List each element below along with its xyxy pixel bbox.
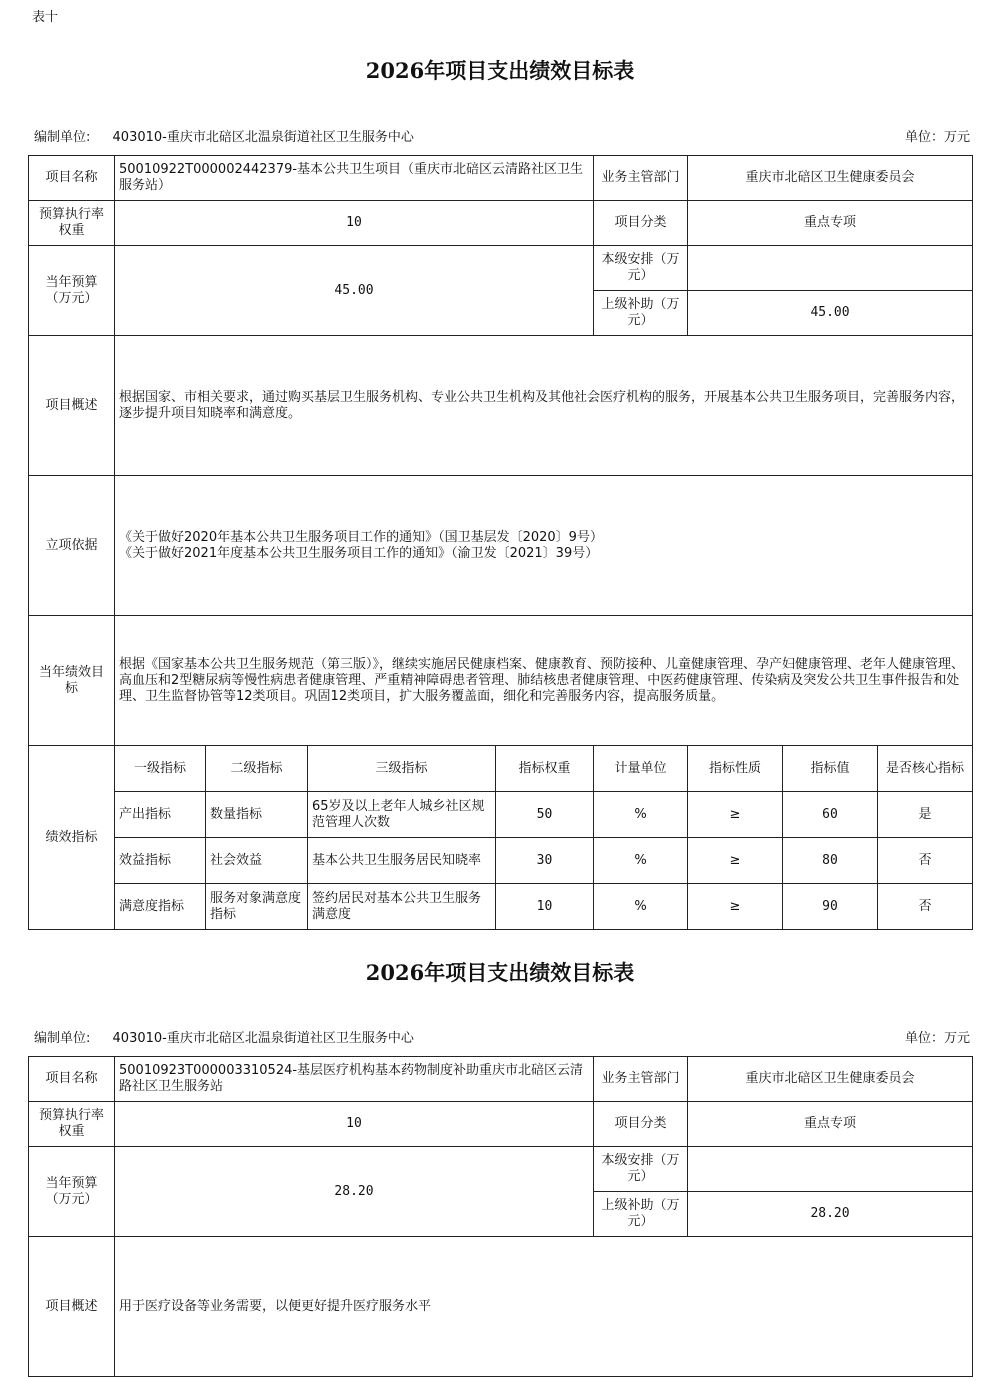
section-1-org	[34, 126, 414, 145]
indicator-cell: 是	[878, 792, 973, 838]
indicator-cell: 否	[878, 884, 973, 930]
overview-label: 项目概述	[29, 1237, 115, 1377]
budget-label: 当年预算（万元）	[29, 246, 115, 336]
basis-line-2: 《关于做好2021年度基本公共卫生服务项目工作的通知》（渝卫发〔2021〕39号）	[119, 545, 599, 561]
dept-value: 重庆市北碚区卫生健康委员会	[688, 156, 973, 201]
section-2-title: 2026年项目支出绩效目标表	[365, 960, 635, 985]
table-row	[29, 884, 973, 930]
goal-value: 根据《国家基本公共卫生服务规范（第三版）》，继续实施居民健康档案、健康教育、预防接种、儿童健康管理、孕产妇健康管理、老年人健康管理、高血压和2型糖尿病等慢性病患者健康管理、严重精神障碍患者管理、肺结核患者健康管理、中医药健康管理、传染病及突发公共卫生事件报告和处理、卫生监督协管等12类项目。巩固12类项目，扩大服务覆盖面，细化和完善服务内容，提高服务质量。	[115, 616, 973, 746]
indicator-header: 一级指标	[115, 746, 206, 792]
indicator-header: 是否核心指标	[878, 746, 973, 792]
indicator-cell: 90	[783, 884, 878, 930]
org-value: 403010-重庆市北碚区北温泉街道社区卫生服务中心	[112, 130, 414, 145]
indicator-cell: 产出指标	[115, 792, 206, 838]
section-2-org	[34, 1027, 414, 1046]
category-label: 项目分类	[594, 201, 688, 246]
indicator-cell: 社会效益	[206, 838, 308, 884]
indicator-cell: 签约居民对基本公共卫生服务满意度	[308, 884, 496, 930]
basis-label: 立项依据	[29, 476, 115, 616]
basis-value	[115, 476, 973, 616]
indicator-header: 指标权重	[496, 746, 594, 792]
table-number-label: 表十	[32, 10, 59, 25]
local-value	[688, 246, 973, 291]
local-label: 本级安排（万元）	[594, 1147, 688, 1192]
weight-label: 预算执行率权重	[29, 1102, 115, 1147]
dept-label: 业务主管部门	[594, 1057, 688, 1102]
indicator-header: 指标性质	[688, 746, 783, 792]
indicator-header: 计量单位	[594, 746, 688, 792]
indicator-cell: 服务对象满意度指标	[206, 884, 308, 930]
indicator-cell: 效益指标	[115, 838, 206, 884]
indicator-cell: 满意度指标	[115, 884, 206, 930]
indicator-cell: 10	[496, 884, 594, 930]
upper-value: 45.00	[688, 291, 973, 336]
overview-label: 项目概述	[29, 336, 115, 476]
overview-value: 用于医疗设备等业务需要，以便更好提升医疗服务水平	[115, 1237, 973, 1377]
local-label: 本级安排（万元）	[594, 246, 688, 291]
goal-label: 当年绩效目标	[29, 616, 115, 746]
budget-value: 28.20	[115, 1147, 594, 1237]
indicator-header: 指标值	[783, 746, 878, 792]
indicator-cell: 50	[496, 792, 594, 838]
weight-label: 预算执行率权重	[29, 201, 115, 246]
weight-value: 10	[115, 1102, 594, 1147]
indicator-cell: ≥	[688, 792, 783, 838]
budget-value: 45.00	[115, 246, 594, 336]
indicator-cell: 80	[783, 838, 878, 884]
local-value	[688, 1147, 973, 1192]
indicator-cell: 否	[878, 838, 973, 884]
weight-value: 10	[115, 201, 594, 246]
upper-value: 28.20	[688, 1192, 973, 1237]
table-row	[29, 838, 973, 884]
basis-line-1: 《关于做好2020年基本公共卫生服务项目工作的通知》（国卫基层发〔2020〕9号）	[119, 529, 603, 545]
indicator-header: 三级指标	[308, 746, 496, 792]
project-name-label: 项目名称	[29, 156, 115, 201]
indicator-cell: %	[594, 792, 688, 838]
project-name-value: 50010923T000003310524-基层医疗机构基本药物制度补助重庆市北碚区云清路社区卫生服务站	[115, 1057, 594, 1102]
indicator-cell: %	[594, 838, 688, 884]
budget-label: 当年预算（万元）	[29, 1147, 115, 1237]
indicators-label: 绩效指标	[29, 746, 115, 930]
table-row	[29, 792, 973, 838]
section-1-unit: 单位：万元	[904, 130, 970, 145]
section-1-title: 2026年项目支出绩效目标表	[365, 58, 635, 83]
section-1-table	[28, 155, 973, 930]
overview-value: 根据国家、市相关要求，通过购买基层卫生服务机构、专业公共卫生机构及其他社会医疗机构的服务，开展基本公共卫生服务项目，完善服务内容，逐步提升项目知晓率和满意度。	[115, 336, 973, 476]
org-value: 403010-重庆市北碚区北温泉街道社区卫生服务中心	[112, 1031, 414, 1046]
category-label: 项目分类	[594, 1102, 688, 1147]
indicator-cell: 60	[783, 792, 878, 838]
project-name-value: 50010922T000002442379-基本公共卫生项目（重庆市北碚区云清路社区卫生服务站）	[115, 156, 594, 201]
indicator-cell: 基本公共卫生服务居民知晓率	[308, 838, 496, 884]
indicator-cell: 30	[496, 838, 594, 884]
dept-value: 重庆市北碚区卫生健康委员会	[688, 1057, 973, 1102]
section-2-table	[28, 1056, 973, 1377]
section-2-unit: 单位：万元	[904, 1031, 970, 1046]
indicator-cell: 数量指标	[206, 792, 308, 838]
upper-label: 上级补助（万元）	[594, 1192, 688, 1237]
dept-label: 业务主管部门	[594, 156, 688, 201]
category-value: 重点专项	[688, 1102, 973, 1147]
indicator-cell: ≥	[688, 838, 783, 884]
indicator-header: 二级指标	[206, 746, 308, 792]
org-label: 编制单位:	[34, 1031, 91, 1046]
indicator-cell: ≥	[688, 884, 783, 930]
category-value: 重点专项	[688, 201, 973, 246]
indicator-cell: %	[594, 884, 688, 930]
indicator-cell: 65岁及以上老年人城乡社区规范管理人次数	[308, 792, 496, 838]
project-name-label: 项目名称	[29, 1057, 115, 1102]
upper-label: 上级补助（万元）	[594, 291, 688, 336]
org-label: 编制单位:	[34, 130, 91, 145]
